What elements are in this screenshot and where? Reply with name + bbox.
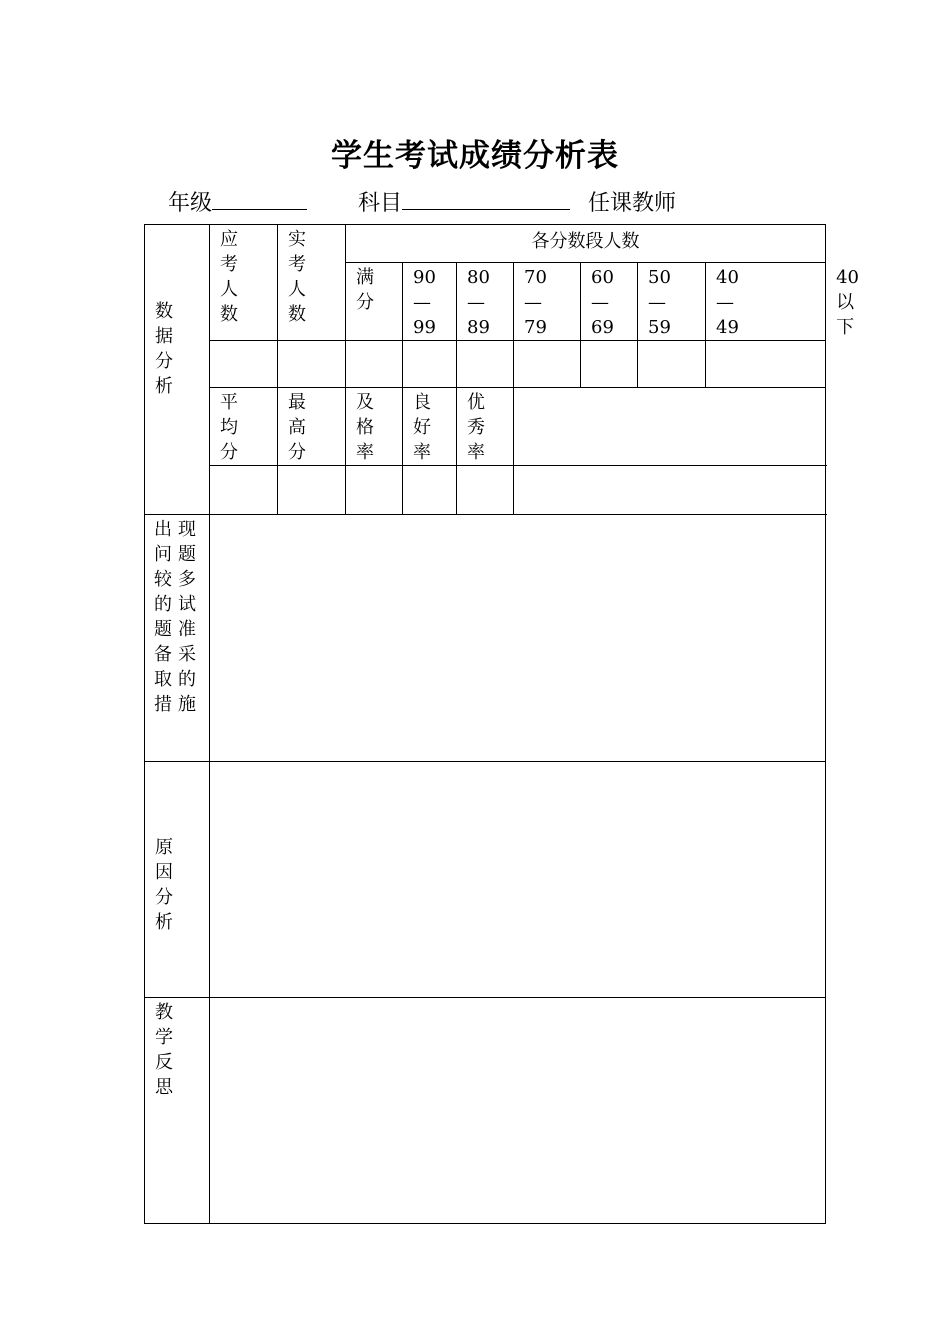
stat-excellent-rate-header: 优 秀 率 [457,388,514,466]
subject-blank[interactable] [402,187,570,210]
stat-good-rate-header: 良 好 率 [403,388,457,466]
expected-count-header: 应 考 人 数 [210,225,278,341]
stat-good-rate-value[interactable] [403,466,457,515]
stat-excellent-rate-value[interactable] [457,466,514,515]
grade-label: 年级 [168,191,213,216]
band-80-89: 80 — 89 [457,263,514,341]
band-50-59-value[interactable] [638,341,706,388]
band-90-99-value[interactable] [403,341,457,388]
band-40-49-value[interactable] [706,341,826,388]
reason-analysis-content[interactable] [210,762,826,998]
stat-average-value[interactable] [210,466,278,515]
actual-count-value[interactable] [278,341,346,388]
band-90-99: 90 — 99 [403,263,457,341]
stat-blank-area [514,388,826,466]
actual-count-header: 实 考 人 数 [278,225,346,341]
subject-field [358,186,570,217]
band-60-69-value[interactable] [581,341,638,388]
expected-count-value[interactable] [210,341,278,388]
stat-highest-header: 最 高 分 [278,388,346,466]
reason-analysis-label: 原 因 分 析 [145,762,210,998]
stat-blank-value-area [514,466,826,515]
problems-measures-content[interactable] [210,515,826,762]
page-title: 学生考试成绩分析表 [331,138,619,174]
teacher-label: 任课教师 [588,191,677,216]
teacher-field [588,186,676,217]
score-bands-header: 各分数段人数 [346,225,826,263]
band-full-score-value[interactable] [346,341,403,388]
band-40-49: 40 — 49 [706,263,826,341]
score-analysis-table: 数 据 分 析 应 考 人 数 实 考 人 数 各分数段人数 满 分 90 — 99 80 — 89 70 — 79 60 — 69 50 — 59 40 — 49 40 以 下 平 均 分 最 高 分 及 格 率 良 好 率 优 秀 率 出 现 问 题 较 多 的 试 题 准 备 采 取 的 措 施 原 因 分 析 教 学 反 思 [144,224,826,1224]
band-50-59: 50 — 59 [638,263,706,341]
stat-average-header: 平 均 分 [210,388,278,466]
teaching-reflection-content[interactable] [210,998,826,1224]
band-70-79-value[interactable] [514,341,581,388]
grade-blank[interactable] [212,187,307,210]
stat-pass-rate-value[interactable] [346,466,403,515]
subject-label: 科目 [358,191,403,216]
band-60-69: 60 — 69 [581,263,638,341]
band-full-score: 满 分 [346,263,403,341]
stat-pass-rate-header: 及 格 率 [346,388,403,466]
band-70-79: 70 — 79 [514,263,581,341]
teaching-reflection-label: 教 学 反 思 [145,998,210,1224]
data-analysis-label-cell: 数 据 分 析 [145,225,210,515]
grade-field [168,186,307,217]
stat-highest-value[interactable] [278,466,346,515]
problems-measures-label: 出 现 问 题 较 多 的 试 题 准 备 采 取 的 措 施 [145,515,210,762]
band-80-89-value[interactable] [457,341,514,388]
